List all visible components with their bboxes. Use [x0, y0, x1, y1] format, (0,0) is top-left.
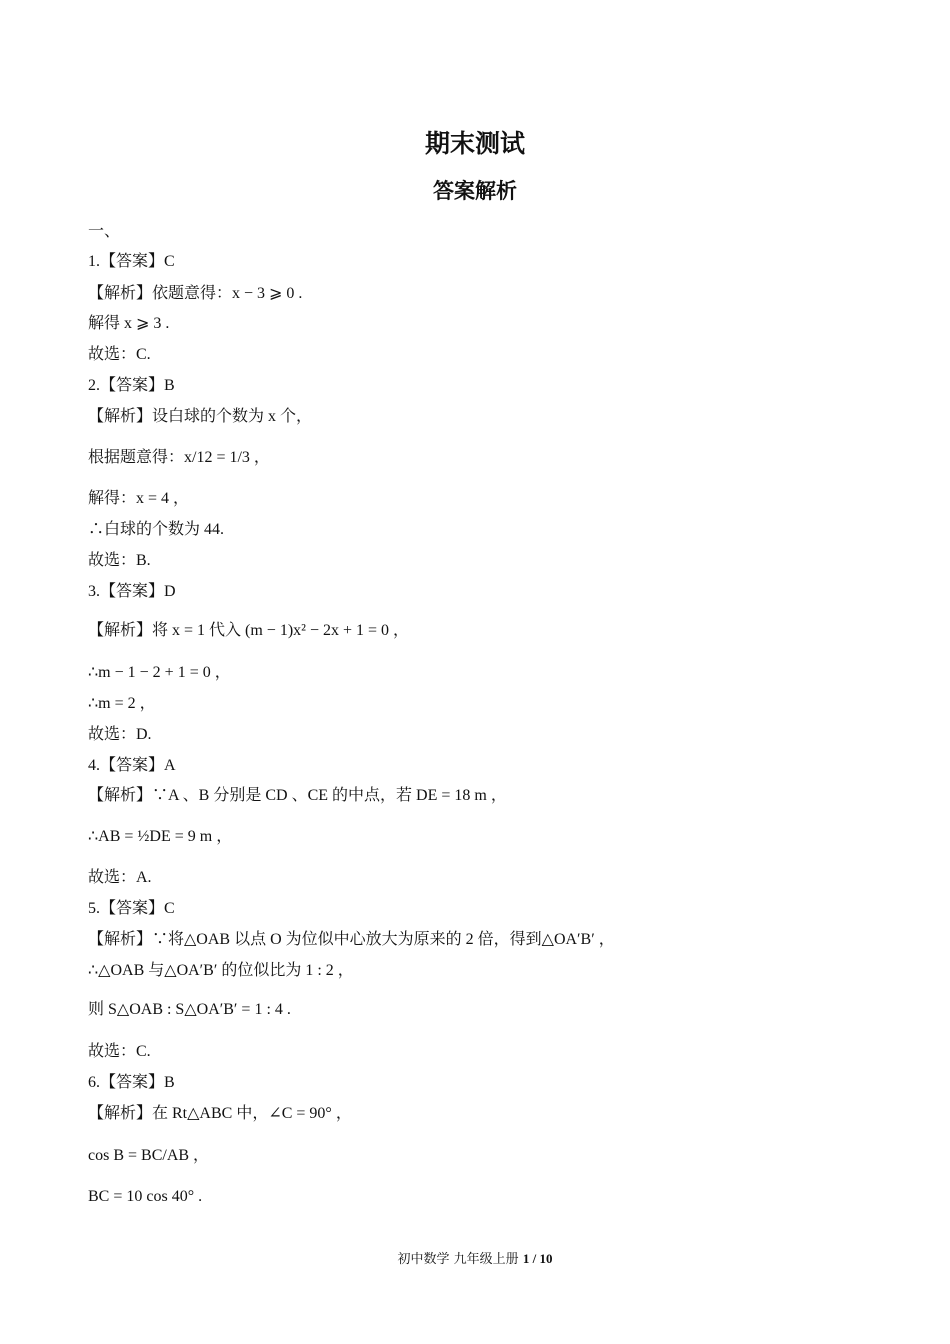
page-subtitle: 答案解析 — [433, 179, 517, 203]
q4-answer: 4.【答案】A — [88, 757, 176, 774]
q4-step: ∴AB = ½DE = 9 m ， — [88, 828, 233, 845]
section-heading: 一、 — [88, 223, 121, 240]
q5-choice: 故选：C. — [88, 1043, 151, 1060]
q1-answer: 1.【答案】C — [88, 253, 175, 270]
q5-ratio: ∴△OAB 与△OA′B′ 的位似比为 1 : 2 ， — [88, 962, 354, 979]
q2-solve: 解得：x = 4 ， — [88, 490, 190, 507]
page-title: 期末测试 — [424, 129, 525, 158]
footer-page-number: 1 / 10 — [522, 1251, 553, 1266]
q6-analysis: 【解析】在 Rt△ABC 中，∠C = 90° ， — [88, 1105, 352, 1122]
q3-step1: ∴m − 1 − 2 + 1 = 0 ， — [88, 664, 231, 681]
q1-solve: 解得 x ⩾ 3 . — [88, 315, 170, 332]
q2-conclusion: ∴白球的个数为 44. — [88, 521, 225, 538]
page-footer — [0, 1248, 950, 1267]
q5-analysis: 【解析】∵将△OAB 以点 O 为位似中心放大为原来的 2 倍，得到△OA′B′ ， — [88, 931, 615, 948]
q6-answer: 6.【答案】B — [88, 1074, 175, 1091]
q3-answer: 3.【答案】D — [88, 583, 176, 600]
q4-choice: 故选：A. — [88, 869, 152, 886]
q3-step2: ∴m = 2 ， — [88, 695, 156, 712]
q5-answer: 5.【答案】C — [88, 900, 175, 917]
q4-analysis: 【解析】∵A 、B 分别是 CD 、CE 的中点，若 DE = 18 m ， — [88, 787, 507, 804]
q2-equation: 根据题意得：x/12 = 1/3 ， — [88, 449, 270, 466]
q6-cos: cos B = BC/AB ， — [88, 1147, 210, 1164]
q3-choice: 故选：D. — [88, 726, 152, 743]
q5-area-ratio: 则 S△OAB : S△OA′B′ = 1 : 4 . — [88, 1001, 291, 1018]
q6-result: BC = 10 cos 40° . — [88, 1188, 203, 1205]
footer-course: 初中数学 九年级上册 — [397, 1252, 519, 1267]
q2-answer: 2.【答案】B — [88, 377, 175, 394]
q3-analysis: 【解析】将 x = 1 代入 (m − 1)x² − 2x + 1 = 0 ， — [88, 622, 410, 639]
q2-analysis: 【解析】设白球的个数为 x 个， — [88, 408, 313, 425]
q2-choice: 故选：B. — [88, 552, 151, 569]
q1-analysis: 【解析】依题意得：x − 3 ⩾ 0 . — [88, 285, 303, 302]
q1-choice: 故选：C. — [88, 346, 151, 363]
